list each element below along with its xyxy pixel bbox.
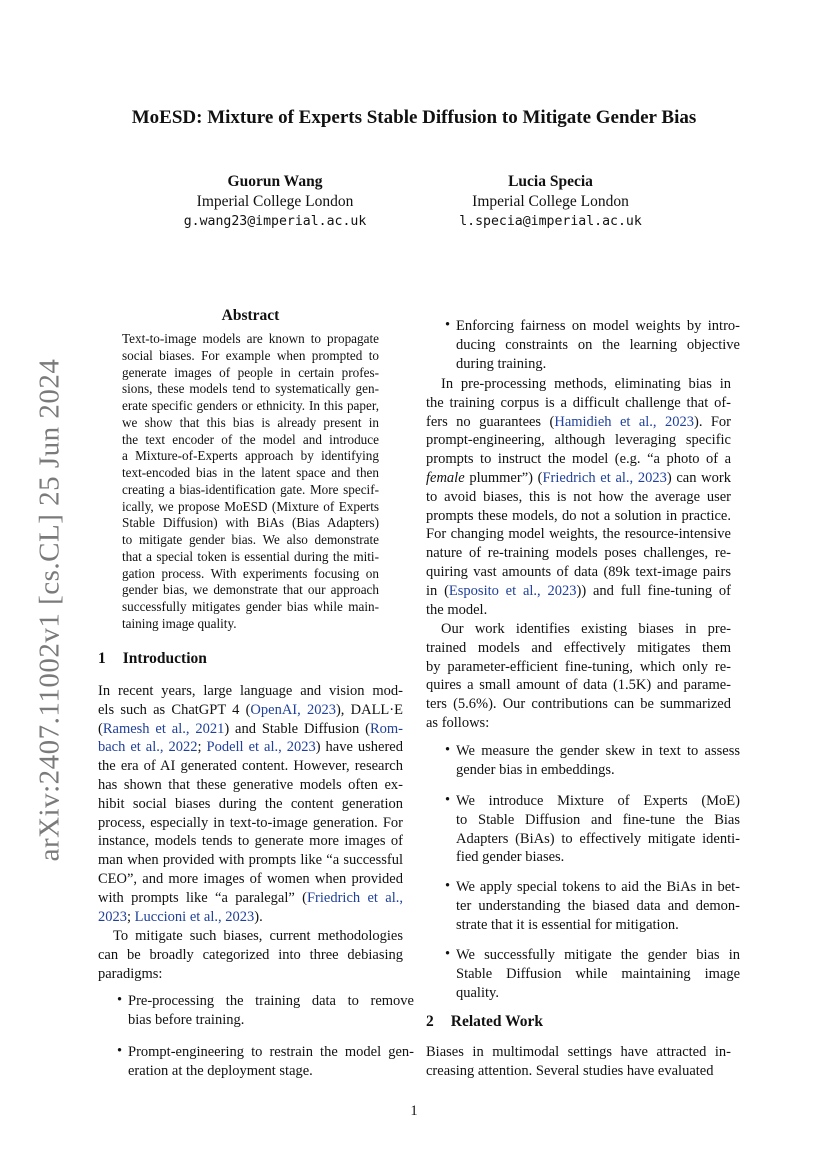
list-item [456,742,740,780]
author-email[interactable]: l.specia@imperial.ac.uk [459,214,642,229]
text-line: prompts to instruct the model (e.g. “a photo of a [426,451,731,468]
text-line: prompt-engineering, although leveraging specific [426,432,731,449]
text-line: In recent years, large language and vision mod- [98,683,403,699]
bullet-icon: • [117,1043,123,1059]
text-line: with prompts like “a paralegal” (Friedrich et al., [98,889,403,906]
section-title: Related Work [450,1013,544,1030]
text-line: by parameter-efficient fine-tuning, which only re- [426,658,731,675]
citation-link[interactable]: Friedrich et al., [306,889,403,906]
text-line: Stable Diffusion while maintaining image [456,965,740,982]
text-line: that a special token is essential during the miti- [122,548,379,564]
section-title: Introduction [122,650,207,667]
text-line: CEO”, and more images of women when provided [98,870,403,887]
bullet-icon: • [445,317,451,333]
text-line: quality. [456,984,499,1001]
text-line: the model. [426,601,488,618]
text-line: ically, we propose MoESD (Mixture of Experts [122,498,379,514]
text-line: Our work identifies existing biases in pre- [441,621,731,637]
author-email[interactable]: g.wang23@imperial.ac.uk [183,214,367,229]
bullet-icon: • [445,946,451,962]
citation-link[interactable]: Esposito et al., 2023 [448,582,577,599]
section-heading-introduction [98,650,207,668]
text-line: in (Esposito et al., 2023)) and full fine-tuning of [426,582,731,599]
text-line: paradigms: [98,965,163,982]
text-line: gender bias in embeddings. [456,761,615,778]
text-line: taining image quality. [122,615,237,631]
author-block-2 [438,172,663,232]
text-line: a Mixture-of-Experts approach by identifying [122,448,379,464]
author-block-1 [175,172,375,232]
text-line: els such as ChatGPT 4 (OpenAI, 2023), DALL·E [98,701,403,718]
list-item [456,792,740,867]
text-line: generate images of people in certain profes- [122,364,379,380]
text-line: We successfully mitigate the gender bias in [456,947,740,963]
citation-link[interactable]: bach et al., 2022 [98,739,198,756]
text-line: bias before training. [128,1011,245,1028]
text-line: Prompt-engineering to restrain the model gen- [128,1044,414,1060]
text-line: gation process. With experiments focusing on [122,565,379,581]
text-line: the era of AI generated content. However, research [98,758,403,775]
author-affiliation: Imperial College London [196,193,354,210]
bullet-icon: • [445,792,451,808]
author-name: Guorun Wang [227,173,323,190]
section-heading-related-work [426,1013,543,1031]
text-line: trained models and effectively mitigates them [426,639,731,656]
text-line: has shown that these generative models often ex- [98,776,403,793]
italic-text: female [426,469,465,486]
text-line: In pre-processing methods, eliminating bias in [441,376,731,392]
text-line: to mitigate gender bias. We also demonstrate [122,532,379,547]
text-line: quiring vast amounts of data (89k text-image pairs [426,563,731,580]
text-line: man when provided with prompts like “a successful [98,852,403,869]
text-line: sions, these models tend to systematically gen- [122,381,379,397]
text-line: (Ramesh et al., 2021) and Stable Diffusion (Rom- [98,720,403,737]
section-number: 2 [426,1013,434,1030]
text-line: Text-to-image models are known to propagate [122,331,379,346]
citation-link[interactable]: Friedrich et al., 2023 [542,469,667,486]
text-line: can be broadly categorized into three debiasing [98,946,403,963]
text-line: we show that this bias is already present in [122,414,379,430]
text-line: For changing model weights, the resource-intensive [426,526,731,543]
citation-link[interactable]: Podell et al., 2023 [206,739,316,756]
text-line: ducing constraints on the learning objective [456,336,740,353]
text-line: instance, models tends to generate more images of [98,833,403,850]
bullet-icon: • [117,992,123,1008]
text-line: eration at the deployment stage. [128,1062,313,1079]
text-line: as follows: [426,714,490,731]
author-name: Lucia Specia [508,173,593,190]
abstract-heading: Abstract [221,307,280,324]
text-line: prompts these models, do not a solution in practice. [426,507,731,524]
text-line: Stable Diffusion) with BiAs (Bias Adapters) [122,515,379,531]
list-item [456,317,740,373]
text-line: to avoid biases, this is not how the average user [426,488,731,505]
text-line: hibit social biases during the content generation [98,795,403,812]
text-line: Adapters (BiAs) to effectively mitigate identi- [456,830,740,847]
intro-paragraph-1 [98,682,403,926]
text-line: Pre-processing the training data to remove [128,993,414,1009]
text-line: to Stable Diffusion and fine-tune the Bias [456,811,740,828]
text-line: We measure the gender skew in text to assess [456,743,740,759]
text-line: nature of re-training models poses challenges, re- [426,545,731,562]
list-item [456,878,740,934]
text-line: creasing attention. Several studies have evaluated [426,1062,714,1079]
text-line: We apply special tokens to aid the BiAs in bet- [456,879,740,895]
text-line: creating a bias-identification gate. More specif- [122,481,379,497]
text-line: Biases in multimodal settings have attracted in- [426,1044,731,1060]
text-line: fied gender biases. [456,849,565,866]
text-line: ter understanding the biased data and demon- [456,897,740,914]
list-item [128,1043,414,1081]
citation-link[interactable]: Rom- [369,720,403,737]
text-line: strate that it is essential for mitigation. [456,916,679,933]
text-line: gender bias, we demonstrate that our approach [122,582,379,598]
list-item [456,946,740,1002]
section-number: 1 [98,650,106,667]
text-line: process, especially in text-to-image generation. For [98,814,403,831]
intro-paragraph-2 [98,927,403,983]
text-line: quires a small amount of data (1.5K) and parame- [426,677,731,694]
page-number: 1 [410,1103,418,1119]
text-line: female plummer”) (Friedrich et al., 2023) can work [426,469,731,486]
text-line: the text encoder of the model and introduce [122,431,379,447]
citation-link[interactable]: Ramesh et al., 2021 [102,720,225,737]
text-line: To mitigate such biases, current methodologies [113,928,403,944]
text-line: bach et al., 2022; Podell et al., 2023) have ushered [98,739,403,756]
citation-link[interactable]: OpenAI, 2023 [250,701,336,718]
list-item [128,992,414,1030]
text-line: during training. [456,355,547,372]
author-affiliation: Imperial College London [472,193,629,210]
text-line: the training corpus is a difficult challenge that of- [426,394,731,411]
text-line: successfully mitigates gender bias while main- [122,599,379,614]
related-work-paragraph [426,1043,731,1081]
text-line: Enforcing fairness on model weights by intro- [456,318,740,334]
text-line: ters (5.6%). Our contributions can be summarized [426,696,731,713]
bullet-icon: • [445,878,451,894]
bullet-icon: • [445,742,451,758]
paper-title: MoESD: Mixture of Experts Stable Diffusion to Mitigate Gender Bias [131,107,697,128]
text-line: text-encoded bias in the latent space and then [122,465,379,480]
right-paragraph-1 [426,375,731,619]
text-line: social biases. For example when prompted to [122,347,379,363]
text-line: 2023; Luccioni et al., 2023). [98,908,263,925]
text-line: erate specific genders or ethnicity. In this paper, [122,398,379,413]
text-line: fers no guarantees (Hamidieh et al., 2023). For [426,413,732,430]
abstract-text [122,331,379,633]
citation-link[interactable]: Luccioni et al., 2023 [134,908,255,925]
citation-link[interactable]: 2023 [98,908,127,925]
text-line: We introduce Mixture of Experts (MoE) [456,793,740,809]
arxiv-stamp[interactable]: arXiv:2407.11002v1 [cs.CL] 25 Jun 2024 [33,358,66,862]
right-paragraph-2 [426,620,731,733]
citation-link[interactable]: Hamidieh et al., 2023 [554,413,694,430]
